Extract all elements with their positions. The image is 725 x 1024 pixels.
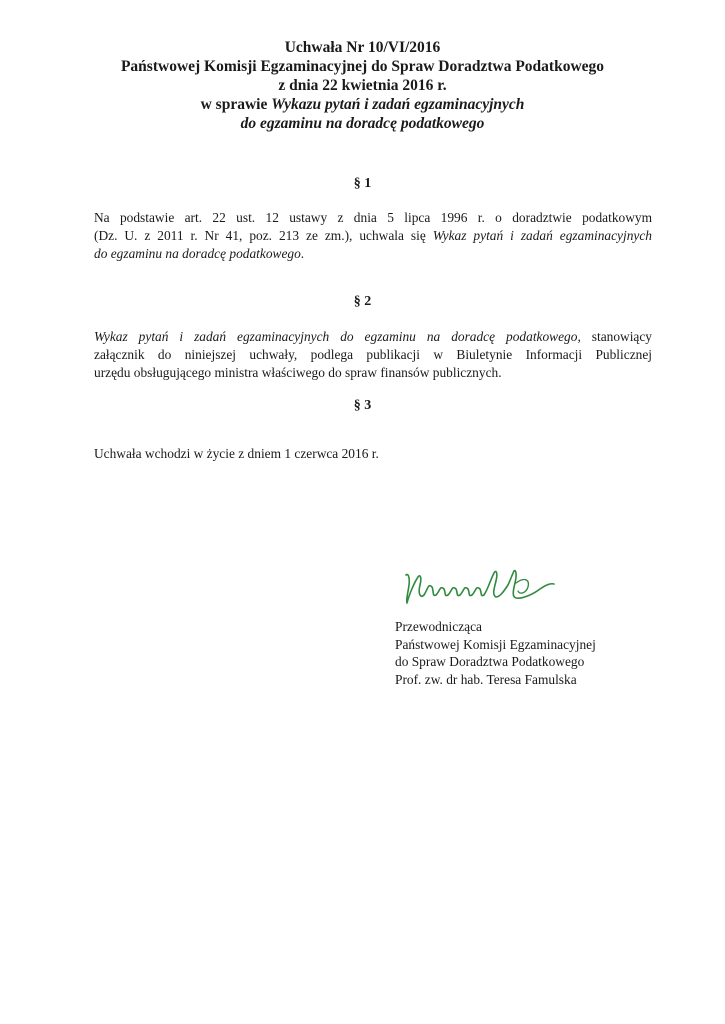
signatory-block [395,618,596,688]
paragraph-line: Uchwała wchodzi w życie z dniem 1 czerwca 2016 r. [94,446,379,461]
handwritten-signature [400,565,560,613]
resolution-date: z dnia 22 kwietnia 2016 r. [278,77,447,94]
paragraph-line: do egzaminu na doradcę podatkowego. [94,246,305,261]
section-3-paragraph [94,445,652,463]
resolution-number: Uchwała Nr 10/VI/2016 [284,39,441,56]
paragraph-line: Wykaz pytań i zadań egzaminacyjnych do egzaminu na doradcę podatkowego, stanowiący [94,329,652,344]
section-3-mark: § 3 [353,398,372,413]
section-1-paragraph [94,209,652,263]
paragraph-line: Na podstawie art. 22 ust. 12 ustawy z dnia 5 lipca 1996 r. o doradztwie podatkowym [94,210,652,225]
section-2-paragraph [94,328,652,382]
document-header [0,38,725,133]
subject-italic-cont: do egzaminu na doradcę podatkowego [240,115,485,132]
signatory-title: Przewodnicząca [395,619,482,634]
section-1-mark: § 1 [353,176,372,191]
paragraph-line: załącznik do niniejszej uchwały, podlega publikacji w Biuletynie Informacji Publicznej [94,347,652,362]
section-2-mark: § 2 [353,294,372,309]
signatory-org-line2: do Spraw Doradztwa Podatkowego [395,654,585,669]
paragraph-line: urzędu obsługującego ministra właściwego do spraw finansów publicznych. [94,365,502,380]
issuing-body: Państwowej Komisji Egzaminacyjnej do Spraw Doradztwa Podatkowego [120,58,605,75]
signatory-org-line1: Państwowej Komisji Egzaminacyjnej [395,636,596,652]
resolution-subject-line1 [0,95,725,114]
paragraph-line: (Dz. U. z 2011 r. Nr 41, poz. 213 ze zm.), uchwala się Wykaz pytań i zadań egzaminacyjnych [94,228,652,243]
resolution-subject-line2 [0,114,725,133]
subject-prefix: w sprawie [200,96,272,113]
signatory-name: Prof. zw. dr hab. Teresa Famulska [395,671,577,687]
subject-italic: Wykazu pytań i zadań egzaminacyjnych [271,96,525,113]
